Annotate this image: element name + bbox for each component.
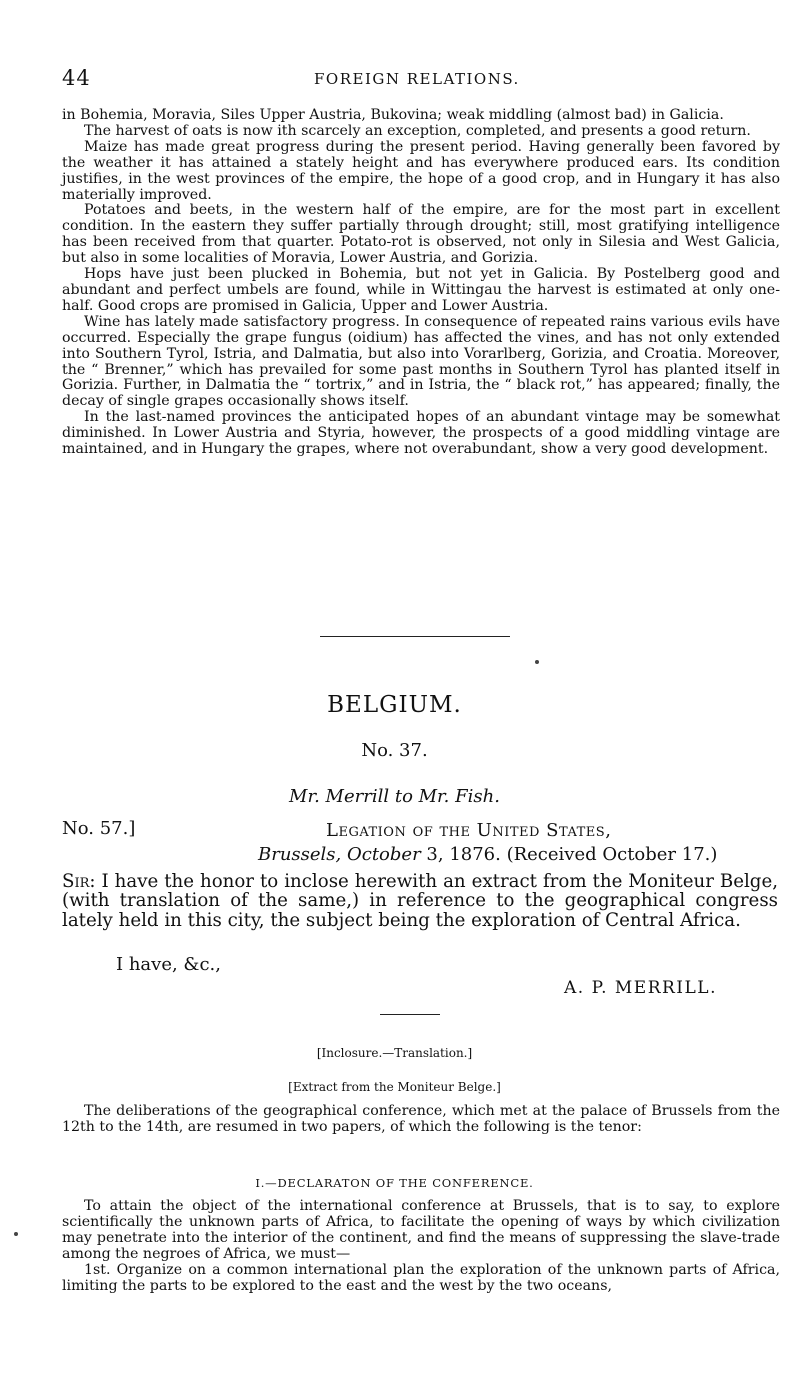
dateline-date: 3, 1876. (Received October 17.) [426, 844, 718, 865]
paragraph: The harvest of oats is now ith scarcely an exception, completed, and presents a good return. [84, 122, 751, 139]
salutation: Sir: [62, 871, 96, 892]
paragraph: in Bohemia, Moravia, Siles Upper Austria, Bukovina; weak middling (almost bad) in Galicia. [62, 107, 724, 123]
letter-text: I have the honor to inclose herewith an extract from the Moniteur Belge, (with translation of the same,) in reference to the geographical congress lately held in this city, the subject being the exploration of Central Africa. [62, 871, 778, 931]
paragraph: 1st. Organize on a common international plan the exploration of the unknown parts of Africa, limiting the parts to be explored to the east and the west by the two oceans, [62, 1261, 780, 1294]
paragraph: To attain the object of the international conference at Brussels, that is to say, to explore scientifically the unknown parts of Africa, to facilitate the opening of ways by which civilization may penetrate into the interior of the continent, and find the means of suppressing the slave-trade among the negroes of Africa, we must— [62, 1198, 780, 1262]
inclosure-label: [Inclosure.—Translation.] [316, 1046, 473, 1060]
extract-label: [Extract from the Moniteur Belge.] [288, 1080, 501, 1094]
paragraph: Maize has made great progress during the present period. Having generally been favored by the weather it has attained a stately height and has everywhere produced ears. Its condition justifies, in the west provinces of the empire, the hope of a good crop, and in Hungary it has also materially improved. [62, 138, 780, 203]
legation-line: Legation of the United States, [326, 820, 612, 841]
paragraph: The deliberations of the geographical conference, which met at the palace of Brussels from the 12th to the 14th, are resumed in two papers, of which the following is the tenor: [62, 1103, 780, 1135]
page-header [62, 66, 780, 90]
running-head: FOREIGN RELATIONS. [314, 70, 520, 88]
letter-body [62, 872, 778, 930]
paragraph: Wine has lately made satisfactory progress. In consequence of repeated rains various evils have occurred. Especially the grape fungus (oidium) has affected the vines, and has not only extended into Southern Tyrol, Istria, and Dalmatia, but also into Vorarlberg, Gorizia, and Croatia. Moreover, the “ Brenner,” which has prevailed for some past months in Southern Tyrol has planted itself in Gorizia. Further, in Dalmatia the “ tortrix,” and in Istria, the “ black rot,” has appeared; finally, the decay of single grapes occasionally shows itself. [62, 313, 780, 410]
page-number: 44 [62, 66, 91, 90]
section-divider [320, 636, 510, 637]
document-title: Mr. Merrill to Mr. Fish. [289, 786, 500, 807]
paragraph: Hops have just been plucked in Bohemia, but not yet in Galicia. By Postelberg good and abundant and perfect umbels are found, while in Wittingau the harvest is estimated at only one-half. Good crops are promised in Galicia, Upper and Lower Austria. [62, 266, 780, 314]
dateline [258, 844, 717, 865]
document-number: No. 37. [361, 740, 428, 761]
country-heading: BELGIUM. [327, 692, 462, 718]
declaration-text [62, 1199, 780, 1294]
ink-speck [535, 660, 539, 664]
austria-crop-report [62, 108, 780, 458]
margin-mark [14, 1232, 18, 1236]
signature: A. P. MERRILL. [564, 978, 717, 998]
paragraph: Potatoes and beets, in the western half of the empire, are for the most part in excellent condition. In the eastern they suffer partially through drought; still, most gratifying intelligence has been received from that quarter. Potato-rot is observed, not only in Silesia and West Galicia, but also in some localities of Moravia, Lower Austria, and Gorizia. [62, 202, 780, 267]
paragraph: In the last-named provinces the anticipated hopes of an abundant vintage may be somewhat diminished. In Lower Austria and Styria, however, the prospects of a good middling vintage are maintained, and in Hungary the grapes, where not overabundant, show a very good development. [62, 409, 780, 458]
dateline-place: Brussels, October [258, 844, 421, 865]
closing: I have, &c., [116, 954, 221, 975]
dispatch-reference: No. 57.] [62, 818, 136, 839]
declaration-heading: I.—DECLARATON OF THE CONFERENCE. [255, 1176, 534, 1190]
inclosure-intro [62, 1104, 780, 1136]
short-divider [380, 1014, 440, 1015]
